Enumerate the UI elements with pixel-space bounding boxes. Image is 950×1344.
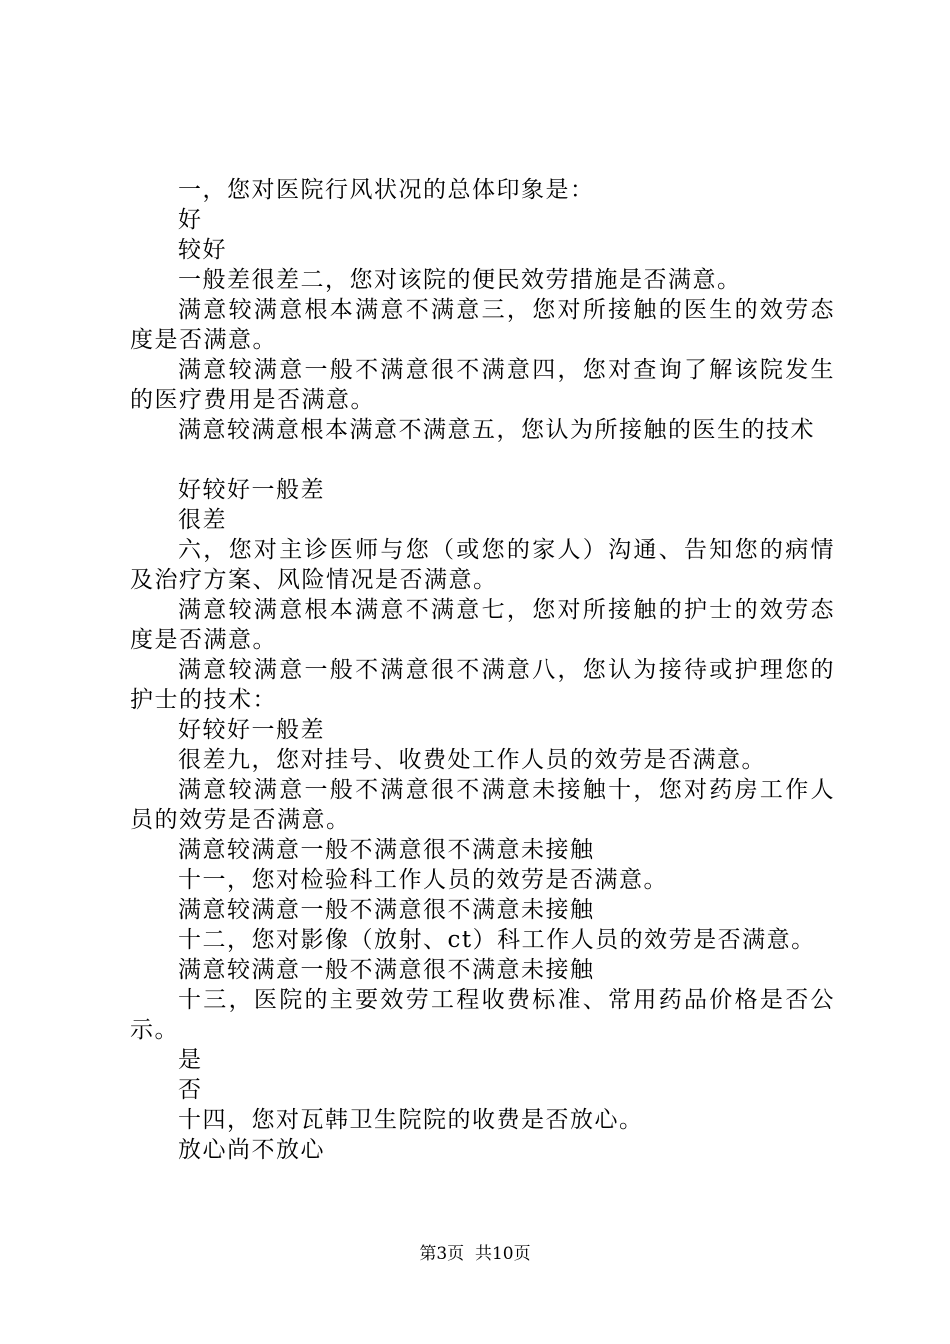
paragraph-q11-options: 满意较满意一般不满意很不满意未接触 bbox=[178, 897, 595, 923]
paragraph-q12: 十二，您对影像（放射、ct）科工作人员的效劳是否满意。 bbox=[178, 927, 816, 953]
paragraph-q13-option-no: 否 bbox=[178, 1077, 203, 1103]
paragraph-q8: 满意较满意一般不满意很不满意八，您认为接待或护理您的护士的技术： bbox=[130, 657, 835, 713]
paragraph-gap bbox=[130, 445, 835, 475]
page-number-label: 第3页 共10页 bbox=[419, 1244, 531, 1264]
paragraph-q10-options: 满意较满意一般不满意很不满意未接触 bbox=[178, 837, 595, 863]
paragraph-q12-options: 满意较满意一般不满意很不满意未接触 bbox=[178, 957, 595, 983]
paragraph-q14-options: 放心尚不放心 bbox=[178, 1137, 325, 1163]
paragraph-q11: 十一，您对检验科工作人员的效劳是否满意。 bbox=[178, 867, 668, 893]
page-footer bbox=[0, 1243, 950, 1265]
paragraph-q5: 满意较满意根本满意不满意五，您认为所接触的医生的技术 bbox=[178, 417, 815, 443]
paragraph-q7: 满意较满意根本满意不满意七，您对所接触的护士的效劳态度是否满意。 bbox=[130, 597, 835, 653]
paragraph-q5-options: 好较好一般差 bbox=[178, 477, 325, 503]
document-body bbox=[130, 175, 835, 1165]
paragraph-q3: 满意较满意根本满意不满意三，您对所接触的医生的效劳态度是否满意。 bbox=[130, 297, 835, 353]
paragraph-q5-option-poor: 很差 bbox=[178, 507, 227, 533]
paragraph-q9: 很差九，您对挂号、收费处工作人员的效劳是否满意。 bbox=[178, 747, 766, 773]
paragraph-q10: 满意较满意一般不满意很不满意未接触十，您对药房工作人员的效劳是否满意。 bbox=[130, 777, 835, 833]
paragraph-q6: 六，您对主诊医师与您（或您的家人）沟通、告知您的病情及治疗方案、风险情况是否满意。 bbox=[130, 537, 835, 593]
paragraph-q4: 满意较满意一般不满意很不满意四，您对查询了解该院发生的医疗费用是否满意。 bbox=[130, 357, 835, 413]
paragraph-q13-option-yes: 是 bbox=[178, 1047, 203, 1073]
paragraph-q8-options: 好较好一般差 bbox=[178, 717, 325, 743]
paragraph-q2: 一般差很差二，您对该院的便民效劳措施是否满意。 bbox=[178, 267, 742, 293]
paragraph-q14: 十四，您对瓦韩卫生院院的收费是否放心。 bbox=[178, 1107, 644, 1133]
paragraph-option-good: 好 bbox=[178, 207, 203, 233]
paragraph-q13: 十三，医院的主要效劳工程收费标准、常用药品价格是否公示。 bbox=[130, 987, 835, 1043]
paragraph-option-fairly-good: 较好 bbox=[178, 237, 227, 263]
paragraph-q1: 一，您对医院行风状况的总体印象是： bbox=[178, 177, 595, 203]
